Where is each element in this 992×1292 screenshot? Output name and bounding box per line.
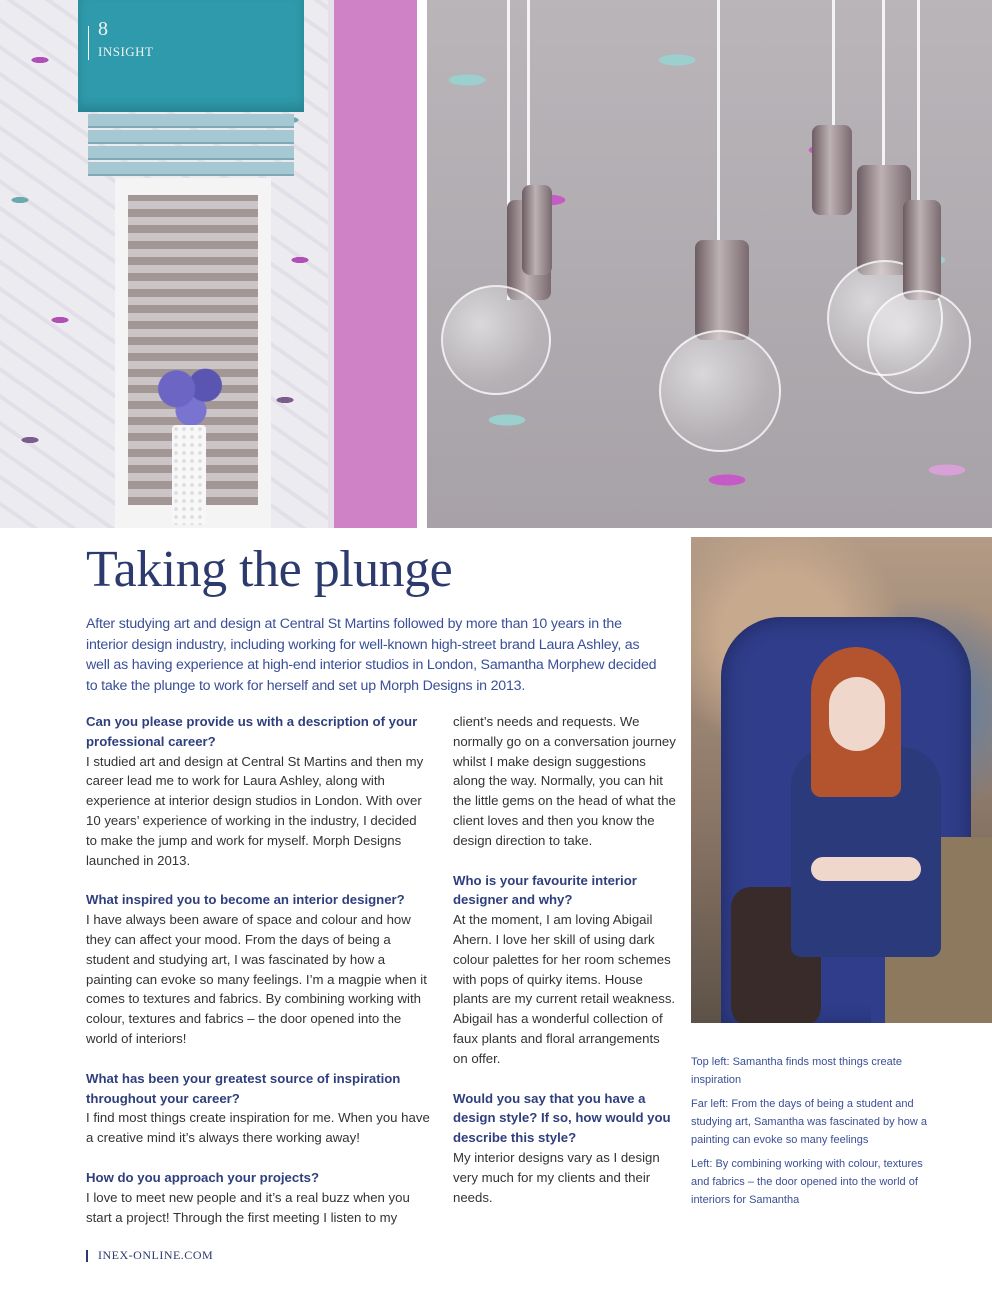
white-vase [172,425,206,525]
blind-fold [88,146,294,160]
question: What has been your greatest source of inspiration throughout your career? [86,1070,401,1106]
qa-block [86,712,431,870]
bulb-socket [522,185,552,275]
question: Can you please provide us with a description of your professional career? [86,714,418,749]
question: Who is your favourite interior designer and why? [453,872,637,908]
light-bulb [441,285,551,395]
person-arm [811,857,921,881]
footer-rule [86,1250,88,1262]
answer: I studied art and design at Central St Martins and then my career lead me to work for Laura Ashley, along with experience at interior design studios in London. With over 10 years’ experience of working in the industry, I decided to make the jump and work for myself. Morph Designs launched in 2013. [86,753,424,868]
answer: I find most things create inspiration for me. When you have a creative mind it’s always there working away! [86,1110,430,1146]
page-number: 8 [98,18,108,40]
question: How do you approach your projects? [86,1169,320,1185]
blind-fold [88,130,294,144]
question: Would you say that you have a design style? If so, how would you describe this style? [453,1090,671,1146]
header-rule [88,26,89,60]
blind-fold [88,162,294,176]
article-column-left [86,712,431,1247]
cord [917,0,920,210]
qa-block [453,871,678,1069]
cord [832,0,835,140]
answer: I have always been aware of space and colour and how they can affect your mood. From the days of being a student and studying art, I was fascinated by how a painting can evoke so many feelings. I’m a magpie when it comes to textures and fabrics. By combining working with colour, textures and fabrics – the door opened into the world of interiors! [86,912,427,1046]
cord [882,0,885,180]
window-photo [0,0,417,528]
qa-block [86,1168,431,1227]
light-bulb [659,330,781,452]
cord [717,0,720,260]
article-title: Taking the plunge [86,541,453,598]
qa-block [86,1069,431,1148]
portrait-photo [691,537,992,1023]
photo-captions [691,1053,931,1215]
blind-fold [88,114,294,128]
pendant-bulbs-photo [427,0,992,528]
bulb-socket [903,200,941,300]
qa-block [453,712,678,851]
article-intro: After studying art and design at Central St Martins followed by more than 10 years in the interior design industry, including working for well-known high-street brand Laura Ashley, as well as having experience at high-end interior studios in London, Samantha Morphew decided to take the plunge to work for herself and set up Morph Designs in 2013. [86,616,657,694]
caption: Left: By combining working with colour, textures and fabrics – the door opened into the world of interiors for Samantha [691,1158,923,1206]
answer: I love to meet new people and it’s a real buzz when you start a project! Through the first meeting I listen to my [86,1189,410,1225]
caption: Far left: From the days of being a student and studying art, Samantha was fascinated by how a painting can evoke so many feelings [691,1098,928,1146]
answer: My interior designs vary as I design very much for my clients and their needs. [453,1149,660,1205]
answer-continued: client’s needs and requests. We normally go on a conversation journey whilst I make design suggestions along the way. Normally, you can hit the little gems on the head of what the client loves and then you know the design direction to take. [453,714,676,848]
qa-block [86,890,431,1048]
cord [527,0,530,200]
answer: At the moment, I am loving Abigail Ahern. I love her skill of using dark colour palettes for her room schemes with pops of quirky items. House plants are my current retail weakness. Abigail has a wonderful collection of faux plants and floral arrangements on offer. [453,912,676,1066]
person-face [829,677,885,751]
bulb-socket [695,240,749,340]
pink-wall [334,0,417,528]
footer-site: INEX-ONLINE.COM [98,1248,214,1262]
caption: Top left: Samantha finds most things create inspiration [691,1056,902,1086]
hyacinth-flowers [155,360,227,432]
question: What inspired you to become an interior designer? [86,892,405,908]
section-label: INSIGHT [98,44,154,59]
light-bulb [867,290,971,394]
bulb-socket [812,125,852,215]
article-column-right [453,712,678,1227]
qa-block [453,1089,678,1208]
